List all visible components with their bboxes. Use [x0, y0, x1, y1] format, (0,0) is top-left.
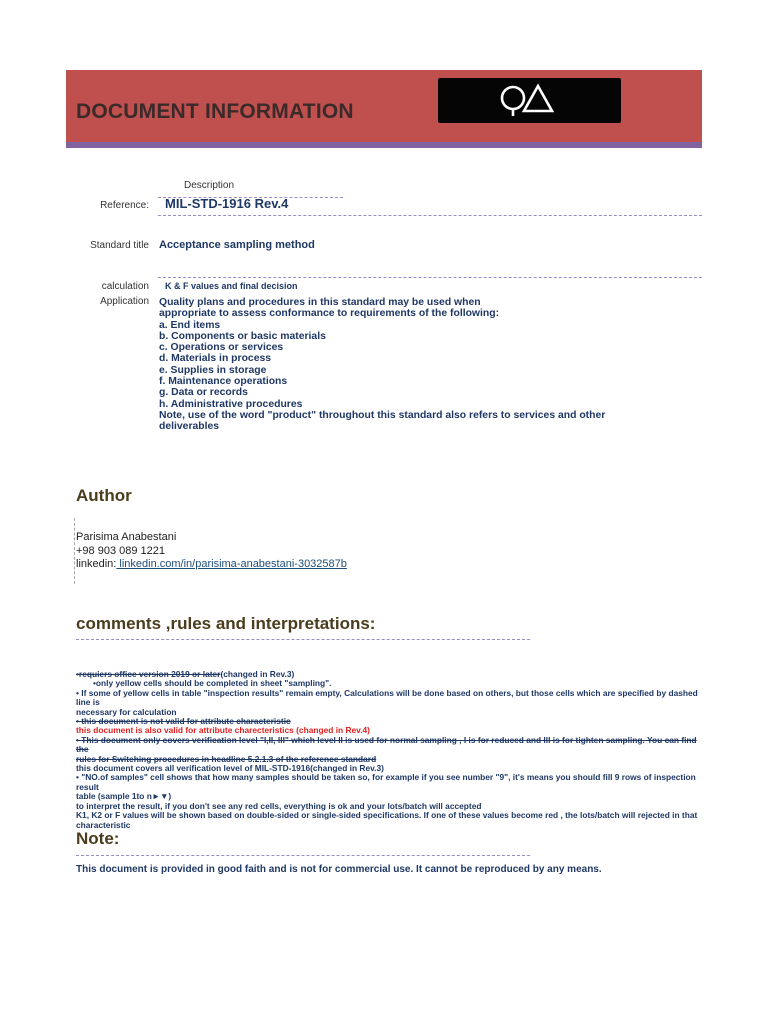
comment-line: • "NO.of samples" cell shows that how many samples should be taken so, for example if you see number "9", it's means you should fill 9 rows of inspection result	[76, 772, 696, 792]
comment-line: rules for Switching procedures in headline 5.2.1.3 of the reference standard	[76, 753, 377, 764]
comment-line: to interpret the result, if you don't see any red cells, everything is ok and your lots/batch will accepted	[76, 800, 482, 811]
document-title: DOCUMENT INFORMATION	[76, 100, 354, 123]
comment-change-note: (changed in Rev.3)	[220, 669, 295, 679]
comments-list	[76, 670, 706, 830]
application-line: d. Materials in process	[159, 353, 272, 365]
comment-line: characteristic	[76, 819, 131, 830]
application-line: a. End items	[159, 319, 221, 331]
qa-logo	[438, 78, 621, 123]
author-linkedin-row	[76, 558, 347, 572]
application-line: g. Data or records	[159, 387, 248, 399]
linkedin-link[interactable]: linkedin.com/in/parisima-anabestani-3032587b	[116, 558, 347, 571]
comments-divider	[76, 639, 530, 640]
note-heading: Note:	[76, 829, 120, 848]
application-line: e. Supplies in storage	[159, 364, 267, 376]
application-line: deliverables	[159, 421, 220, 433]
author-name: Parisima Anabestani	[76, 531, 177, 543]
application-line: h. Administrative procedures	[159, 398, 303, 410]
calculation-value: K & F values and final decision	[165, 281, 298, 291]
application-line: Quality plans and procedures in this standard may be used when	[159, 297, 481, 308]
note-divider	[76, 855, 530, 856]
standard-title-label: Standard title	[90, 240, 149, 251]
comment-line: • This document only covers verification level "I,II, III" which level II is used for normal sampling , I is for reduced and III is for tighten sampling. You can find the	[76, 734, 697, 755]
comment-line: • this document is not valid for attribute characteristic	[76, 716, 291, 727]
author-margin-line	[74, 518, 75, 584]
comment-line: table (sample 1to n►▼)	[76, 791, 172, 802]
comment-line: K1, K2 or F values will be shown based on double-sided or single-sided specifications. If one of these values become red , the lots/batch will rejected in that	[76, 810, 698, 821]
author-details	[76, 531, 347, 572]
qa-logo-icon	[496, 82, 562, 118]
application-line: appropriate to assess conformance to requirements of the following:	[159, 308, 500, 320]
author-heading: Author	[76, 486, 132, 505]
comment-struck-text: •requiers office version 2019 or later	[76, 669, 221, 679]
note-text: This document is provided in good faith and is not for commercial use. It cannot be reproduced by any means.	[76, 864, 602, 875]
comment-line: this document is also valid for attribute charecteristics (changed in Rev.4)	[76, 725, 370, 736]
comment-line: necessary for calculation	[76, 706, 177, 717]
application-value	[159, 297, 704, 433]
application-line: f. Maintenance operations	[159, 376, 288, 388]
comments-heading: comments ,rules and interpretations:	[76, 614, 376, 633]
application-label: Application	[100, 296, 149, 307]
application-line: Note, use of the word "product" throughout this standard also refers to services and other	[159, 409, 606, 421]
standard-title-divider	[158, 277, 702, 278]
application-line: b. Components or basic materials	[159, 330, 326, 342]
comment-line: • If some of yellow cells in table "inspection results" remain empty, Calculations will be done based on others, but those cells which are specified by dashed line is	[76, 687, 698, 708]
comment-line: •only yellow cells should be completed in sheet "sampling".	[93, 678, 332, 689]
header-stripe	[66, 142, 702, 148]
reference-label: Reference:	[100, 200, 149, 211]
reference-divider	[158, 215, 702, 216]
author-phone: +98 903 089 1221	[76, 544, 166, 557]
comment-line: this document covers all verification level of MIL-STD-1916(changed in Rev.3)	[76, 763, 384, 774]
calculation-label: calculation	[101, 281, 149, 292]
standard-title-value: Acceptance sampling method	[159, 239, 315, 251]
application-line: c. Operations or services	[159, 342, 284, 354]
description-label: Description	[184, 180, 235, 191]
linkedin-label: linkedin:	[76, 558, 117, 571]
reference-value: MIL-STD-1916 Rev.4	[165, 196, 289, 211]
